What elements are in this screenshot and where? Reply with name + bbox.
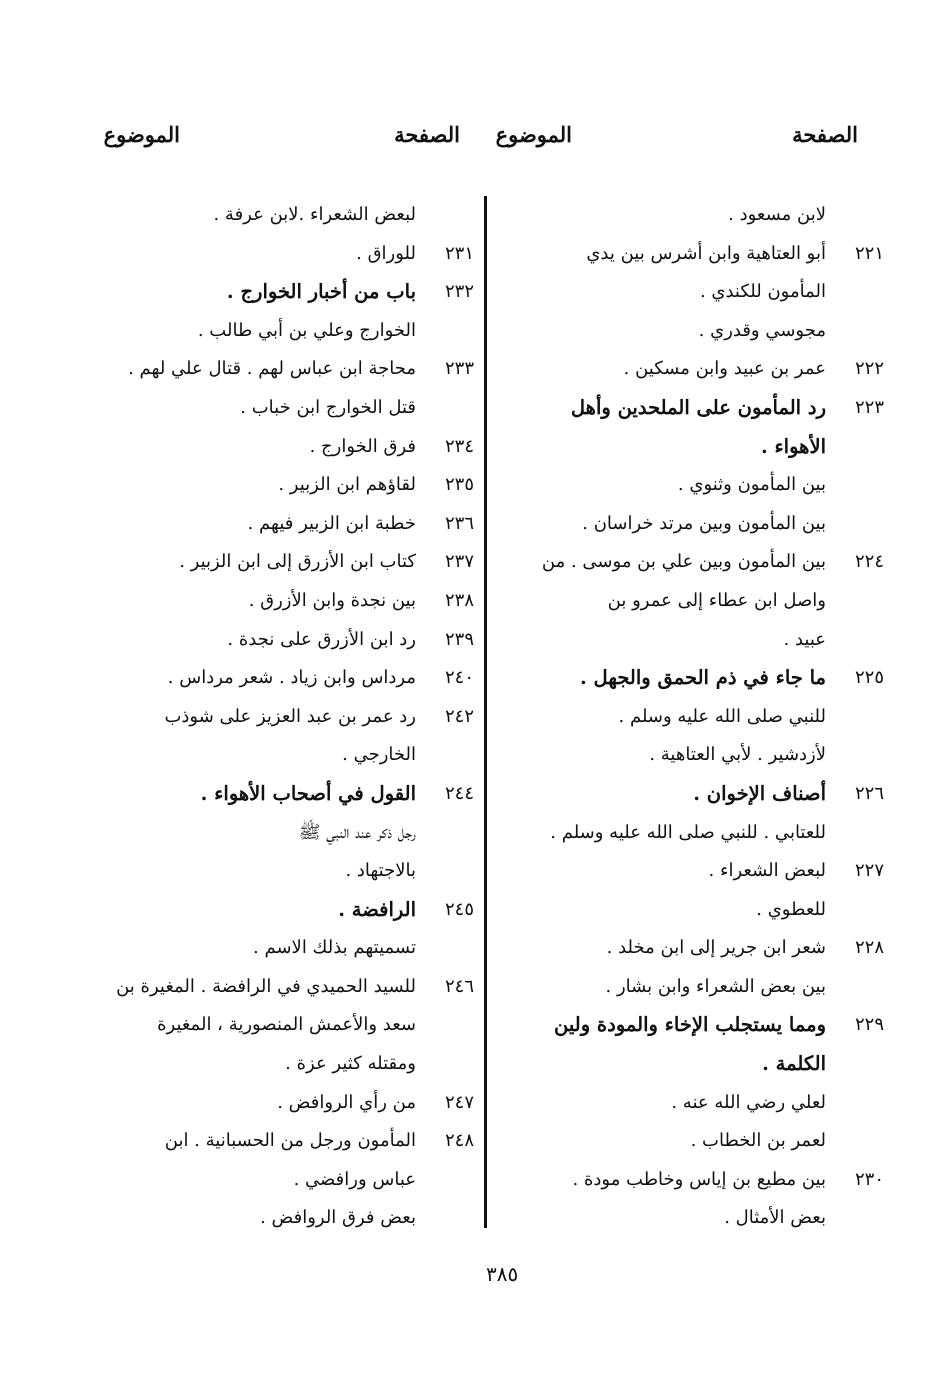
index-entry bbox=[504, 466, 884, 505]
index-entry bbox=[114, 698, 474, 737]
index-entry bbox=[114, 428, 474, 467]
index-entry bbox=[504, 621, 884, 660]
index-entry bbox=[504, 814, 884, 853]
entry-page-number: ٢٣٩ bbox=[444, 628, 474, 650]
right-index-column bbox=[504, 196, 884, 1238]
index-entry bbox=[114, 543, 474, 582]
entry-page-number: ٢٢٥ bbox=[854, 667, 884, 689]
entry-topic: لقاؤهم ابن الزبير . bbox=[278, 474, 416, 496]
entry-page-number: ٢٣١ bbox=[444, 242, 474, 264]
entry-page-number: ٢٣٦ bbox=[444, 512, 474, 534]
entry-topic: رد ابن الأزرق على نجدة . bbox=[227, 628, 416, 650]
index-entry bbox=[114, 891, 474, 930]
entry-topic: مجوسي وقدري . bbox=[698, 319, 826, 341]
entry-topic: بين بعض الشعراء وابن بشار . bbox=[605, 975, 826, 997]
entry-topic: الرافضة . bbox=[338, 897, 416, 921]
index-entry bbox=[504, 350, 884, 389]
entry-page-number: ٢٢٩ bbox=[854, 1014, 884, 1036]
index-entry bbox=[114, 196, 474, 235]
index-entry bbox=[114, 273, 474, 312]
entry-topic: كتاب ابن الأزرق إلى ابن الزبير . bbox=[179, 551, 416, 573]
entry-topic: الكلمة . bbox=[762, 1052, 826, 1076]
index-entry bbox=[114, 582, 474, 621]
entry-topic: القول في أصحاب الأهواء . bbox=[200, 781, 416, 805]
entry-topic: بين نجدة وابن الأزرق . bbox=[248, 589, 416, 611]
index-entry bbox=[504, 196, 884, 235]
index-entry bbox=[504, 389, 884, 428]
entry-topic: ومقتله كثير عزة . bbox=[285, 1053, 416, 1075]
index-entry bbox=[114, 235, 474, 274]
entry-topic: محاجة ابن عباس لهم . قتال علي لهم . bbox=[128, 358, 416, 380]
entry-page-number: ٢٣٣ bbox=[444, 358, 474, 380]
entry-page-number: ٢٣٧ bbox=[444, 551, 474, 573]
index-entry bbox=[504, 1006, 884, 1045]
index-entry bbox=[504, 736, 884, 775]
entry-topic: واصل ابن عطاء إلى عمرو بن bbox=[607, 589, 826, 611]
index-entry bbox=[114, 466, 474, 505]
entry-page-number: ٢٢٨ bbox=[854, 937, 884, 959]
entry-topic: قتل الخوارج ابن خباب . bbox=[240, 396, 416, 418]
entry-topic: عبيد . bbox=[783, 628, 826, 650]
entry-topic: للنبي صلى الله عليه وسلم . bbox=[618, 705, 826, 727]
entry-topic: للعطوي . bbox=[756, 898, 826, 920]
index-entry bbox=[504, 428, 884, 467]
entry-topic: بعض فرق الروافض . bbox=[260, 1207, 416, 1229]
entry-page-number: ٢٣٤ bbox=[444, 435, 474, 457]
entry-page-number: ٢٤٢ bbox=[444, 705, 474, 727]
entry-topic: بين المأمون وبين مرتد خراسان . bbox=[582, 512, 826, 534]
entry-topic: المأمون ورجل من الحسبانية . ابن bbox=[164, 1130, 416, 1152]
entry-topic: بين مطيع بن إياس وخاطب مودة . bbox=[572, 1168, 826, 1190]
entry-page-number: ٢٤٥ bbox=[444, 898, 474, 920]
entry-topic: أبو العتاهية وابن أشرس بين يدي bbox=[586, 242, 826, 264]
entry-topic: خطبة ابن الزبير فيهم . bbox=[247, 512, 416, 534]
index-entry bbox=[114, 968, 474, 1007]
entry-page-number: ٢٢٧ bbox=[854, 860, 884, 882]
left-index-column bbox=[114, 196, 474, 1238]
index-entry bbox=[114, 1045, 474, 1084]
entry-topic: رد المأمون على الملحدين وأهل bbox=[570, 395, 826, 419]
entry-page-number: ٢٢٣ bbox=[854, 396, 884, 418]
index-entry bbox=[504, 543, 884, 582]
index-entry bbox=[504, 312, 884, 351]
index-entry bbox=[114, 659, 474, 698]
index-entry bbox=[504, 235, 884, 274]
column-divider bbox=[484, 196, 487, 1228]
index-entry bbox=[504, 775, 884, 814]
index-entry bbox=[114, 312, 474, 351]
entry-topic: لابن مسعود . bbox=[728, 204, 826, 225]
index-entry bbox=[504, 1045, 884, 1084]
index-entry bbox=[504, 1199, 884, 1238]
page-number: ٣٨٥ bbox=[486, 1262, 519, 1286]
index-entry bbox=[114, 389, 474, 428]
entry-topic: أصناف الإخوان . bbox=[693, 781, 826, 805]
entry-topic: للسيد الحميدي في الرافضة . المغيرة بن bbox=[116, 975, 416, 997]
index-entry bbox=[504, 968, 884, 1007]
entry-topic: لعلي رضي الله عنه . bbox=[671, 1091, 826, 1113]
index-entry bbox=[504, 1084, 884, 1123]
index-entry bbox=[504, 659, 884, 698]
header-left-page: الصفحة bbox=[394, 122, 460, 147]
entry-topic: رجل ذكر عند النبي ﷺ bbox=[298, 821, 416, 843]
entry-page-number: ٢٢٦ bbox=[854, 782, 884, 804]
entry-topic: تسميتهم بذلك الاسم . bbox=[253, 937, 416, 959]
entry-topic: ومما يستجلب الإخاء والمودة ولين bbox=[554, 1013, 826, 1037]
header-right-page: الصفحة bbox=[792, 122, 858, 147]
entry-topic: لأزدشير . لأبي العتاهية . bbox=[649, 744, 826, 766]
index-entry bbox=[114, 814, 474, 853]
entry-topic: للوراق . bbox=[356, 242, 416, 264]
entry-topic: باب من أخبار الخوارج . bbox=[226, 280, 416, 304]
entry-page-number: ٢٢٢ bbox=[854, 358, 884, 380]
entry-topic: الأهواء . bbox=[760, 434, 826, 458]
index-entry bbox=[114, 1122, 474, 1161]
index-entry bbox=[504, 929, 884, 968]
entry-topic: شعر ابن جرير إلى ابن مخلد . bbox=[606, 937, 826, 959]
index-entry bbox=[114, 1161, 474, 1200]
entry-topic: من رأي الروافض . bbox=[277, 1091, 416, 1113]
index-entry bbox=[504, 698, 884, 737]
index-entry bbox=[504, 505, 884, 544]
index-entry bbox=[114, 1084, 474, 1123]
entry-topic: سعد والأعمش المنصورية ، المغيرة bbox=[157, 1014, 416, 1036]
index-entry bbox=[114, 1199, 474, 1238]
entry-page-number: ٢٣٠ bbox=[854, 1168, 884, 1190]
entry-topic: بالاجتهاد . bbox=[345, 860, 416, 882]
entry-page-number: ٢٣٥ bbox=[444, 474, 474, 496]
entry-page-number: ٢٣٢ bbox=[444, 281, 474, 303]
entry-page-number: ٢٢٤ bbox=[854, 551, 884, 573]
index-entry bbox=[114, 736, 474, 775]
entry-page-number: ٢٤٤ bbox=[444, 782, 474, 804]
index-entry bbox=[114, 350, 474, 389]
entry-topic: بين المأمون وبين علي بن موسى . من bbox=[541, 551, 826, 573]
entry-topic: لبعض الشعراء .لابن عرفة . bbox=[213, 204, 416, 225]
entry-page-number: ٢٤٠ bbox=[444, 667, 474, 689]
header-right-topic: الموضوع bbox=[495, 122, 572, 147]
entry-page-number: ٢٤٧ bbox=[444, 1091, 474, 1113]
index-entry bbox=[114, 775, 474, 814]
entry-page-number: ٢٤٦ bbox=[444, 975, 474, 997]
index-entry bbox=[114, 1006, 474, 1045]
entry-topic: الخارجي . bbox=[342, 744, 416, 766]
entry-topic: بعض الأمثال . bbox=[724, 1207, 826, 1229]
entry-topic: عمر بن عبيد وابن مسكين . bbox=[623, 358, 826, 380]
entry-topic: لبعض الشعراء . bbox=[708, 860, 826, 882]
entry-topic: الخوارج وعلي بن أبي طالب . bbox=[197, 319, 416, 341]
index-entry bbox=[504, 1161, 884, 1200]
entry-topic: للعتابي . للنبي صلى الله عليه وسلم . bbox=[550, 821, 826, 843]
entry-topic: عباس ورافضي . bbox=[293, 1168, 416, 1190]
entry-page-number: ٢٣٨ bbox=[444, 589, 474, 611]
index-entry bbox=[504, 852, 884, 891]
entry-topic: ما جاء في ذم الحمق والجهل . bbox=[579, 666, 826, 690]
entry-topic: مرداس وابن زياد . شعر مرداس . bbox=[167, 667, 416, 689]
entry-topic: رد عمر بن عبد العزيز على شوذب bbox=[164, 705, 416, 727]
index-entry bbox=[504, 273, 884, 312]
index-entry bbox=[504, 582, 884, 621]
index-entry bbox=[114, 505, 474, 544]
index-entry bbox=[504, 891, 884, 930]
index-entry bbox=[114, 929, 474, 968]
index-entry bbox=[114, 621, 474, 660]
entry-page-number: ٢٤٨ bbox=[444, 1130, 474, 1152]
index-entry bbox=[114, 852, 474, 891]
header-left-topic: الموضوع bbox=[103, 122, 180, 147]
entry-topic: لعمر بن الخطاب . bbox=[690, 1130, 826, 1152]
entry-topic: فرق الخوارج . bbox=[309, 435, 416, 457]
entry-topic: المأمون للكندي . bbox=[699, 281, 826, 303]
entry-page-number: ٢٢١ bbox=[854, 242, 884, 264]
index-entry bbox=[504, 1122, 884, 1161]
entry-topic: بين المأمون وثنوي . bbox=[677, 474, 826, 496]
